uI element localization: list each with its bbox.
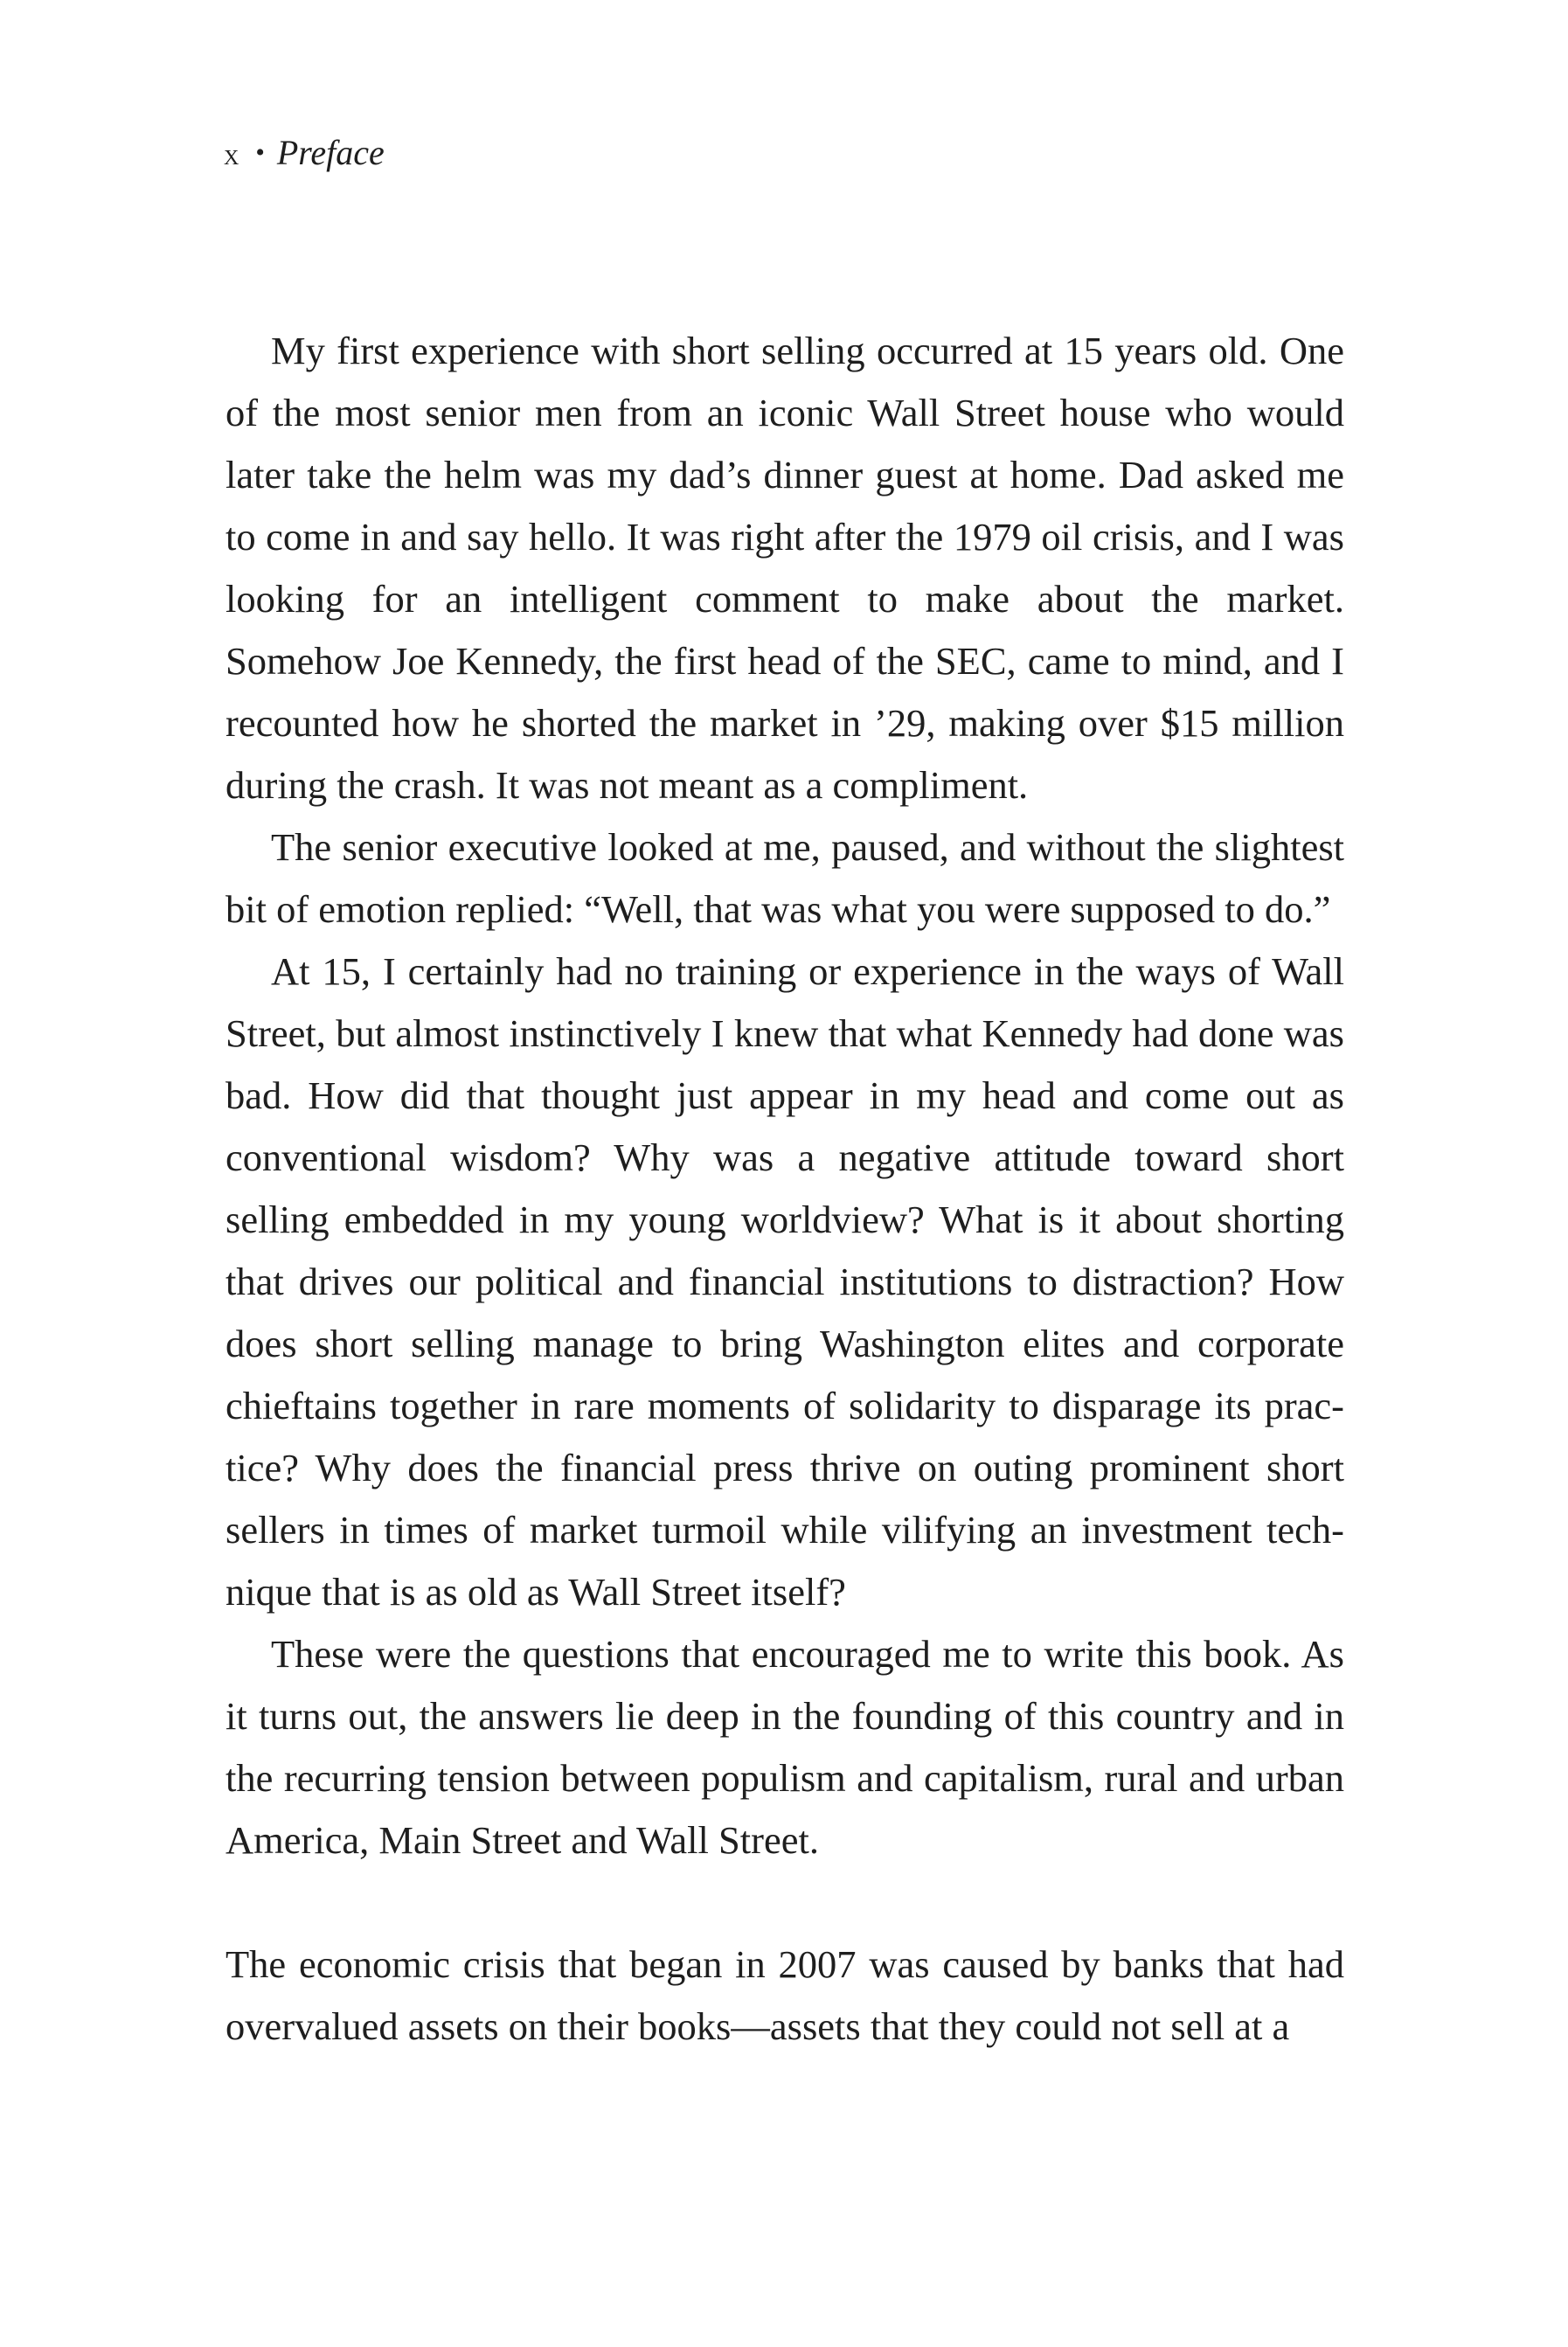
section-title: Preface — [276, 133, 385, 172]
body-text — [225, 320, 1344, 2058]
running-head — [224, 129, 385, 179]
paragraph-5: The economic crisis that began in 2007 was caused by banks that had overvalued assets on their books—assets that they could not sell at a — [225, 1942, 1344, 2048]
paragraph-3: At 15, I certainly had no training or experience in the ways of Wall Street, but almost instinctively I knew that what Kennedy had done was bad. How did that thought just appear in my head and come out as conventional wisdom? Why was a negative attitude toward short selling embedded in my young worldview? What is it about shorting that drives our political and financial institutions to distraction? How does short selling manage to bring Washington elites and corporate chieftains together in rare moments of solidarity to disparage its practice? Why does the financial press thrive on outing prominent short sellers in times of market turmoil while vilifying an investment technique that is as old as Wall Street itself? — [225, 949, 1344, 1614]
bullet-separator: • — [255, 138, 265, 167]
paragraph-2: The senior executive looked at me, paused, and without the slightest bit of emotion replied: “Well, that was what you were supposed to do.” — [225, 825, 1344, 931]
page-number: x — [224, 139, 240, 171]
paragraph-4: These were the questions that encouraged me to write this book. As it turns out, the answers lie deep in the founding of this country and in the recurring tension between populism and capitalism, rural and urban America, Main Street and Wall Street. — [225, 1632, 1344, 1862]
paragraph-1: My first experience with short selling occurred at 15 years old. One of the most senior men from an iconic Wall Street house who would later take the helm was my dad’s dinner guest at home. Dad asked me to come in and say hello. It was right after the 1979 oil crisis, and I was looking for an intelligent comment to make about the market. Somehow Joe Kennedy, the first head of the SEC, came to mind, and I recounted how he shorted the market in ’29, making over $15 million during the crash. It was not meant as a compliment. — [225, 329, 1344, 807]
